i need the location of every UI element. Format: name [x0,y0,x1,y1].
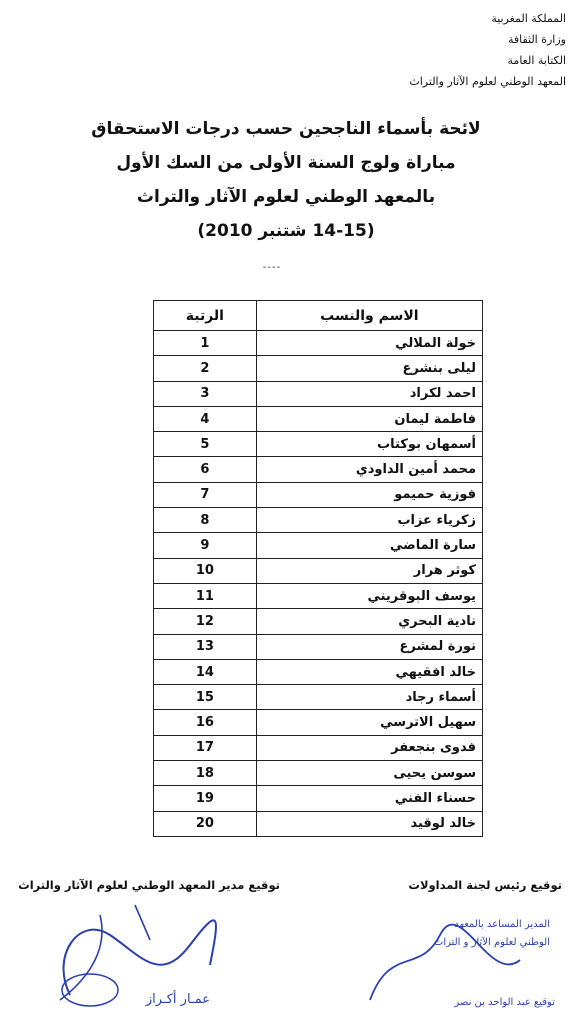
table-row [154,659,483,684]
candidate-rank: 6 [154,457,257,482]
signature-loop [62,974,118,1006]
director-signature-label: توقيع مدير المعهد الوطني لعلوم الآثار والتراث [18,878,280,892]
table-row [154,735,483,760]
table-row [154,634,483,659]
candidate-rank: 15 [154,685,257,710]
candidate-rank: 8 [154,508,257,533]
stamp-line: الوطني لعلوم الآثار و التراث [433,937,550,948]
committee-president-signature-label: توقيع رئيس لجنة المداولات [408,878,562,892]
candidate-name: سهيل الاترسي [256,710,482,735]
candidate-rank: 12 [154,609,257,634]
table-row [154,558,483,583]
candidate-name: حسناء الفني [256,786,482,811]
candidate-rank: 19 [154,786,257,811]
candidate-name: فوزية حميمو [256,482,482,507]
candidate-name: نادية البحري [256,609,482,634]
stamp-name: عمـار أكـراز [145,992,210,1007]
letterhead-line: الكتابة العامة [507,54,566,67]
title-line: لائحة بأسماء الناجحين حسب درجات الاستحقاق [91,119,481,139]
candidate-rank: 9 [154,533,257,558]
signature-scribble [370,925,520,1000]
title-date: (14-15 شتنبر 2010) [197,221,375,241]
candidate-rank: 13 [154,634,257,659]
table-row [154,482,483,507]
candidate-rank: 2 [154,356,257,381]
candidate-name: سوسن يحيى [256,761,482,786]
table-header-row [154,301,483,331]
table-row [154,381,483,406]
candidate-rank: 3 [154,381,257,406]
candidate-rank: 14 [154,659,257,684]
candidate-name: كوثر هرار [256,558,482,583]
table-row [154,786,483,811]
candidate-rank: 4 [154,406,257,431]
candidate-name: خالد افقيهي [256,659,482,684]
table-row [154,609,483,634]
header-name: الاسم والنسب [256,301,482,331]
table-row [154,685,483,710]
candidate-name: فاطمة ليمان [256,406,482,431]
deputy-director-stamp [350,905,565,1020]
table-row [154,811,483,836]
candidate-name: محمد أمين الداودي [256,457,482,482]
candidate-name: ليلى بنشرع [256,356,482,381]
title-line: مباراة ولوج السنة الأولى من السك الأول [116,153,456,173]
candidate-rank: 17 [154,735,257,760]
table-row [154,583,483,608]
table-row [154,533,483,558]
header-rank: الرتبة [154,301,257,331]
table-row [154,331,483,356]
candidate-rank: 5 [154,432,257,457]
candidate-name: يوسف البوقريني [256,583,482,608]
candidate-rank: 1 [154,331,257,356]
title-separator: ---- [262,262,282,273]
candidate-rank: 7 [154,482,257,507]
candidate-rank: 11 [154,583,257,608]
table-row [154,356,483,381]
signature-scribble [60,905,150,1000]
candidate-name: سارة الماضي [256,533,482,558]
candidate-name: خولة الملالي [256,331,482,356]
table-row [154,710,483,735]
candidate-rank: 16 [154,710,257,735]
table-row [154,508,483,533]
candidate-rank: 10 [154,558,257,583]
candidate-name: خالد لوقيد [256,811,482,836]
letterhead-line: المملكة المغربية [491,12,566,25]
document-titles [0,112,572,248]
stamp-line: المدير المساعد بالمعهد [454,919,550,930]
results-table [153,300,483,837]
signature-scribble [64,920,216,995]
candidate-name: أسماء رجاد [256,685,482,710]
letterhead-line: المعهد الوطني لعلوم الآثار والتراث [409,75,566,88]
director-stamp [40,895,240,1020]
letterhead-line: وزارة الثقافة [507,33,566,46]
table-row [154,432,483,457]
candidate-rank: 20 [154,811,257,836]
candidate-name: أسمهان بوكتاب [256,432,482,457]
table-row [154,761,483,786]
candidate-name: فدوى بنجعفر [256,735,482,760]
candidate-name: نورة لمشرع [256,634,482,659]
candidate-name: احمد لكراد [256,381,482,406]
candidate-rank: 18 [154,761,257,786]
table-row [154,457,483,482]
candidate-name: زكرياء عزاب [256,508,482,533]
title-line: بالمعهد الوطني لعلوم الآثار والتراث [136,187,436,207]
stamp-line: توقيع عبد الواحد بن نصر [454,997,555,1008]
table-row [154,406,483,431]
letterhead [346,8,566,92]
